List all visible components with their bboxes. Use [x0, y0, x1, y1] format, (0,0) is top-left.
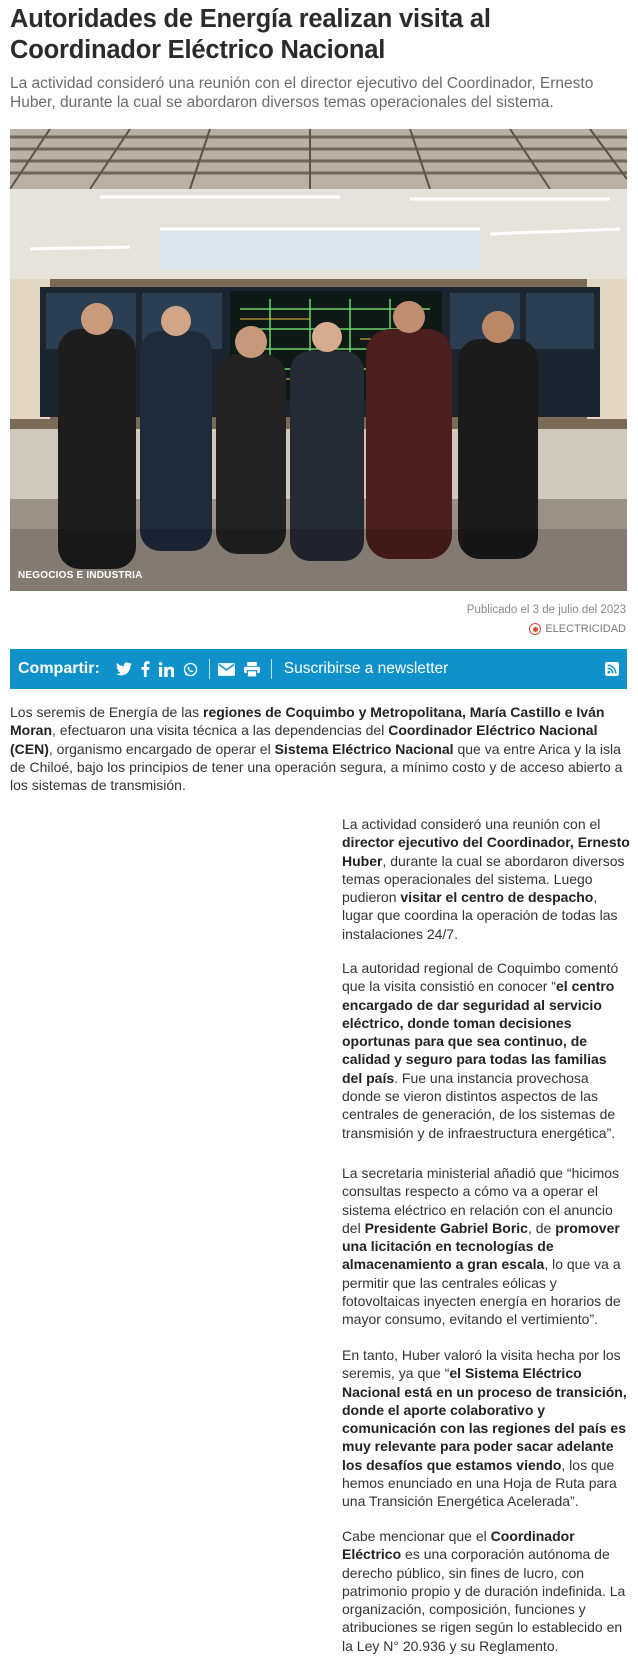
article-photo: [10, 129, 627, 591]
category-label: ELECTRICIDAD: [545, 623, 626, 635]
category-dot-icon: [529, 623, 541, 635]
facebook-icon[interactable]: [141, 659, 150, 679]
rss-icon[interactable]: [605, 662, 619, 676]
whatsapp-icon[interactable]: [183, 659, 198, 679]
paragraph-4: La secretaria ministerial añadió que “hicimos consultas respecto a cómo va a operar el sistema eléctrico en relación con el anuncio del Presidente Gabriel Boric, de promover una licitación en tecnologías de almacenamiento a gran escala, lo que va a permitir que las centrales eólicas y fotovoltaicas inyecten energía en horarios de mayor consumo, evitando el vertimiento”.: [342, 1165, 621, 1328]
share-divider: [209, 659, 210, 679]
paragraph-1: Los seremis de Energía de las regiones de Coquimbo y Metropolitana, María Castillo e Iván Moran, efectuaron una visita técnica a las dependencias del Coordinador Eléctrico Nacional (CEN), organismo encargado de operar el Sistema Eléctrico Nacional que va entre Arica y la isla de Chiloé, bajo los principios de tener una operación segura, a mínimo costo y de acceso abierto a los sistemas de transmisión.: [10, 704, 623, 794]
linkedin-icon[interactable]: [159, 659, 174, 679]
bold-text: Presidente Gabriel Boric: [364, 1219, 528, 1236]
share-bar: [10, 649, 627, 689]
share-divider: [271, 659, 272, 679]
bold-text: visitar el centro de despacho: [400, 889, 594, 906]
bold-text: Coordinador Eléctrico: [342, 1528, 575, 1563]
article-lead: La actividad consideró una reunión con el director ejecutivo del Coordinador, Ernesto Huber, durante la cual se abordaron diversos temas operacionales del sistema.: [10, 75, 594, 111]
print-icon[interactable]: [244, 659, 260, 679]
category-link[interactable]: [529, 623, 626, 635]
email-icon[interactable]: [218, 659, 235, 679]
bold-text: regiones de Coquimbo y Metropolitana, María Castillo e Iván Moran: [10, 704, 605, 739]
bold-text: promover una licitación en tecnologías de almacenamiento a gran escala: [342, 1219, 620, 1273]
bold-text: Coordinador Eléctrico Nacional (CEN): [10, 722, 598, 757]
newsletter-link[interactable]: Suscribirse a newsletter: [283, 660, 449, 677]
article-title: Autoridades de Energía realizan visita al Coordinador Eléctrico Nacional: [10, 5, 491, 64]
photo-category-tag[interactable]: NEGOCIOS E INDUSTRIA: [18, 570, 143, 581]
bold-text: director ejecutivo del Coordinador, Ernesto Huber: [342, 834, 630, 869]
share-label: Compartir:: [18, 660, 100, 677]
bold-text: el Sistema Eléctrico Nacional está en un proceso de transición, donde el aporte colaborativo y comunicación con las regiones del país es muy relevante para poder sacar adelante los desafíos que estamos viendo: [342, 1365, 627, 1473]
twitter-icon[interactable]: [116, 659, 132, 679]
publish-date: Publicado el 3 de julio del 2023: [466, 604, 626, 616]
paragraph-2: La actividad consideró una reunión con el director ejecutivo del Coordinador, Ernesto Huber, durante la cual se abordaron diversos temas operacionales del sistema. Luego pudieron visitar el centro de despacho, lugar que coordina la operación de todas las instalaciones 24/7.: [342, 816, 630, 942]
paragraph-3: La autoridad regional de Coquimbo comentó que la visita consistió en conocer “el centro encargado de dar seguridad al servicio eléctrico, donde toman decisiones oportunas para que sea continuo, de calidad y seguro para todas las familias del país. Fue una instancia provechosa donde se vieron distintos aspectos de las centrales de generación, de los sistemas de transmisión y de infraestructura energética”.: [342, 960, 619, 1141]
paragraph-5: En tanto, Huber valoró la visita hecha por los seremis, ya que “el Sistema Eléctrico Nacional está en un proceso de transición, donde el aporte colaborativo y comunicación con las regiones del país es muy relevante para poder sacar adelante los desafíos que estamos viendo, los que hemos enunciado en una Hoja de Ruta para una Transición Energética Acelerada”.: [342, 1347, 627, 1510]
control-room-illustration: [10, 129, 627, 591]
paragraph-6: Cabe mencionar que el Coordinador Eléctrico es una corporación autónoma de derecho público, sin fines de lucro, con patrimonio propio y de duración indefinida. La organización, composición, funciones y atribuciones se rigen según lo establecido en la Ley N° 20.936 y su Reglamento.: [342, 1528, 626, 1654]
bold-text: Sistema Eléctrico Nacional: [274, 740, 454, 757]
bold-text: el centro encargado de dar seguridad al servicio eléctrico, donde toman decisiones oportunas para que sea continuo, de calidad y seguro para todas las familias del país: [342, 978, 615, 1086]
